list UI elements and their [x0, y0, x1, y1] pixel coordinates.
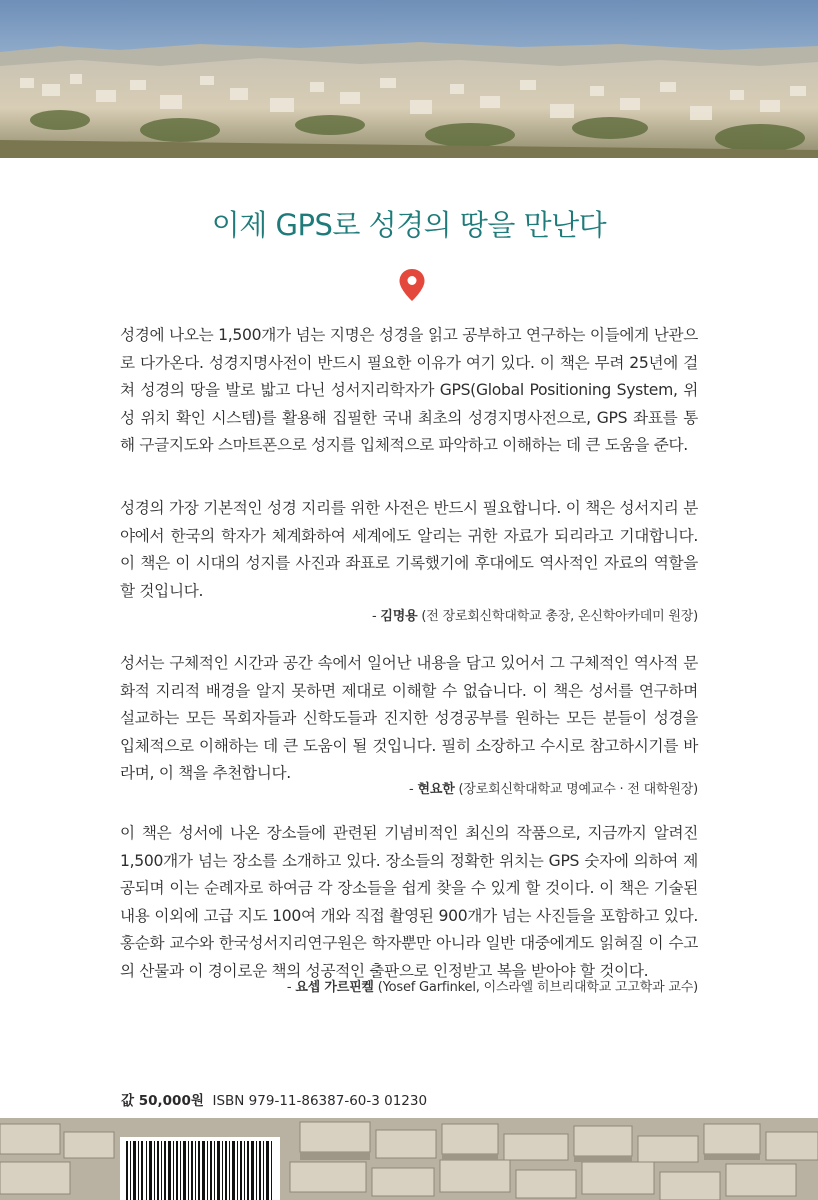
- location-pin-icon: [398, 268, 426, 302]
- endorsement-attribution: - 김명용 (전 장로회신학대학교 총장, 온신학아카데미 원장): [371, 609, 698, 624]
- isbn-label: ISBN 979-11-86387-60-3 01230: [212, 1093, 428, 1109]
- endorser-name: 현요한: [417, 782, 455, 797]
- endorser-name: 요셉 가르핀켈: [295, 980, 374, 995]
- endorser-affiliation: (전 장로회신학대학교 총장, 온신학아카데미 원장): [417, 609, 698, 624]
- jerusalem-cityscape-photo: [0, 0, 818, 158]
- headline: 이제 GPS로 성경의 땅을 만난다: [211, 208, 607, 242]
- endorsement-text: 성서는 구체적인 시간과 공간 속에서 일어난 내용을 담고 있어서 그 구체적인 역사적 문화적 지리적 배경을 알지 못하면 제대로 이해할 수 없습니다. 이 책은 성서를 연구하며 설교하는 모든 목회자들과 신학도들과 진지한 성경공부를 원하는 모든 분들이 성경을 입체적으로 이해하는 데 큰 도움이 될 것입니다. 필히 소장하고 수시로 참고하시기를 바라며, 이 책을 추천합니다.: [120, 654, 698, 782]
- price-label: 값 50,000원: [121, 1093, 204, 1109]
- endorser-affiliation: (장로회신학대학교 명예교수 · 전 대학원장): [454, 782, 698, 797]
- endorsement-attribution: - 요셉 가르핀켈 (Yosef Garfinkel, 이스라엘 히브리대학교 고고학과 교수): [286, 980, 698, 995]
- endorsement-text: 성경의 가장 기본적인 성경 지리를 위한 사전은 반드시 필요합니다. 이 책은 성서지리 분야에서 한국의 학자가 체계화하여 세계에도 알리는 귀한 자료가 되리라고 기대합니다. 이 책은 이 시대의 성지를 사진과 좌표로 기록했기에 후대에도 역사적인 자료의 역할을 할 것입니다.: [120, 499, 698, 600]
- endorsement-attribution: - 현요한 (장로회신학대학교 명예교수 · 전 대학원장): [409, 782, 698, 797]
- barcode: [120, 1137, 280, 1200]
- endorser-affiliation: (Yosef Garfinkel, 이스라엘 히브리대학교 고고학과 교수): [373, 980, 698, 995]
- endorsement-text: 이 책은 성서에 나온 장소들에 관련된 기념비적인 최신의 작품으로, 지금까지 알려진 1,500개가 넘는 장소를 소개하고 있다. 장소들의 정확한 위치는 GPS 숫자에 의하여 제공되며 이는 순례자로 하여금 각 장소들을 쉽게 찾을 수 있게 할 것이다. 이 책은 기술된 내용 이외에 고급 지도 100여 개와 직접 촬영된 900개가 넘는 사진들을 포함하고 있다. 홍순화 교수와 한국성서지리연구원은 학자뿐만 아니라 일반 대중에게도 읽혀질 이 수고의 산물과 이 경이로운 책의 성공적인 출판으로 인정받고 복을 받아야 할 것이다.: [120, 824, 698, 980]
- endorser-name: 김명용: [380, 609, 418, 624]
- intro-paragraph: 성경에 나오는 1,500개가 넘는 지명은 성경을 읽고 공부하고 연구하는 이들에게 난관으로 다가온다. 성경지명사전이 반드시 필요한 이유가 여기 있다. 이 책은 무려 25년에 걸쳐 성경의 땅을 발로 밟고 다닌 성서지리학자가 GPS(Global Positioning System, 위성 위치 확인 시스템)를 활용해 집필한 국내 최초의 성경지명사전으로, GPS 좌표를 통해 구글지도와 스마트폰으로 성지를 입체적으로 파악하고 이해하는 데 큰 도움을 준다.: [120, 326, 698, 454]
- price-isbn-line: [121, 1089, 427, 1109]
